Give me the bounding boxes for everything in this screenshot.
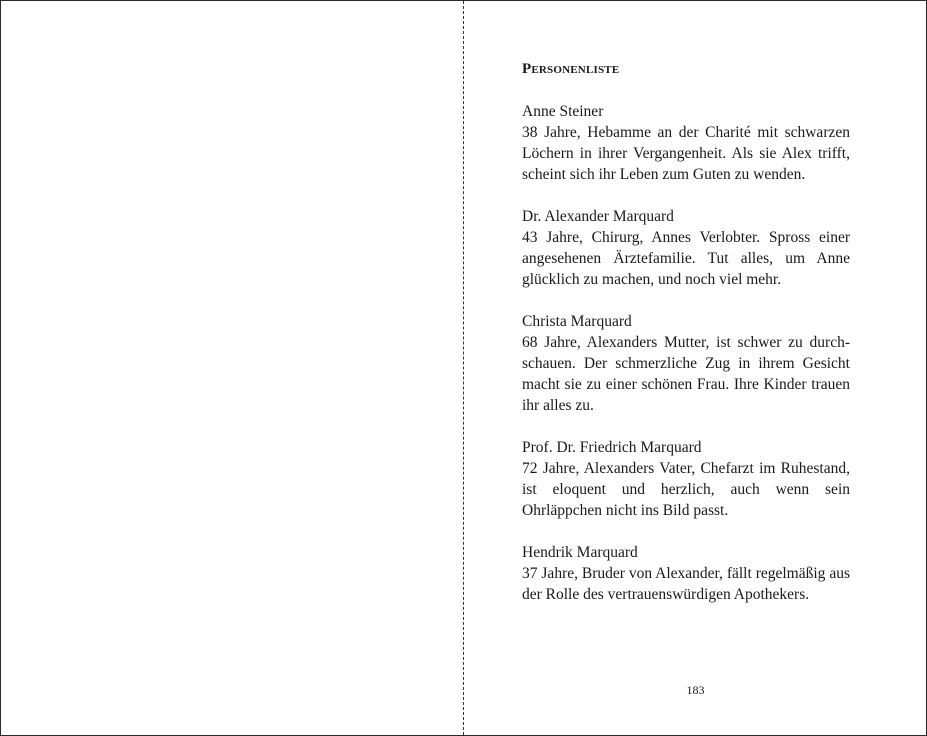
page-heading: Personenliste	[522, 61, 620, 77]
list-item	[522, 542, 850, 605]
character-description: 68 Jahre, Alexanders Mutter, ist schwer zu durchschauen. Der schmerzliche Zug in ihrem Gesicht macht sie zu einer schönen Frau. Ihre Kinder trauen ihr alles zu.	[522, 334, 850, 414]
right-page	[465, 1, 926, 735]
character-description: 37 Jahre, Bruder von Alexander, fällt regelmäßig aus der Rolle des vertrauenswürdigen Apothekers.	[522, 565, 850, 603]
page-number	[465, 683, 926, 698]
character-name: Prof. Dr. Friedrich Marquard	[522, 439, 702, 456]
character-list	[522, 59, 850, 626]
character-description: 43 Jahre, Chirurg, Annes Verlobter. Spross einer angesehenen Ärztefamilie. Tut alles, um Anne glücklich zu machen, und noch viel mehr.	[522, 229, 850, 288]
list-item	[522, 437, 850, 521]
list-item	[522, 101, 850, 185]
character-name: Dr. Alexander Marquard	[522, 208, 674, 225]
page-number-label: 183	[686, 683, 705, 697]
character-description: 38 Jahre, Hebamme an der Charité mit schwarzen Löchern in ihrer Vergangenheit. Als sie Alex trifft, scheint sich ihr Leben zum Guten zu wenden.	[522, 124, 850, 183]
character-description: 72 Jahre, Alexanders Vater, Chefarzt im Ruhestand, ist eloquent und herzlich, auch wenn sein Ohrläppchen nicht ins Bild passt.	[522, 460, 850, 519]
list-item	[522, 206, 850, 290]
page-fold-divider	[463, 1, 464, 735]
character-name: Anne Steiner	[522, 103, 604, 120]
character-name: Hendrik Marquard	[522, 544, 638, 561]
list-item	[522, 311, 850, 416]
character-name: Christa Marquard	[522, 313, 632, 330]
left-page	[1, 1, 464, 735]
